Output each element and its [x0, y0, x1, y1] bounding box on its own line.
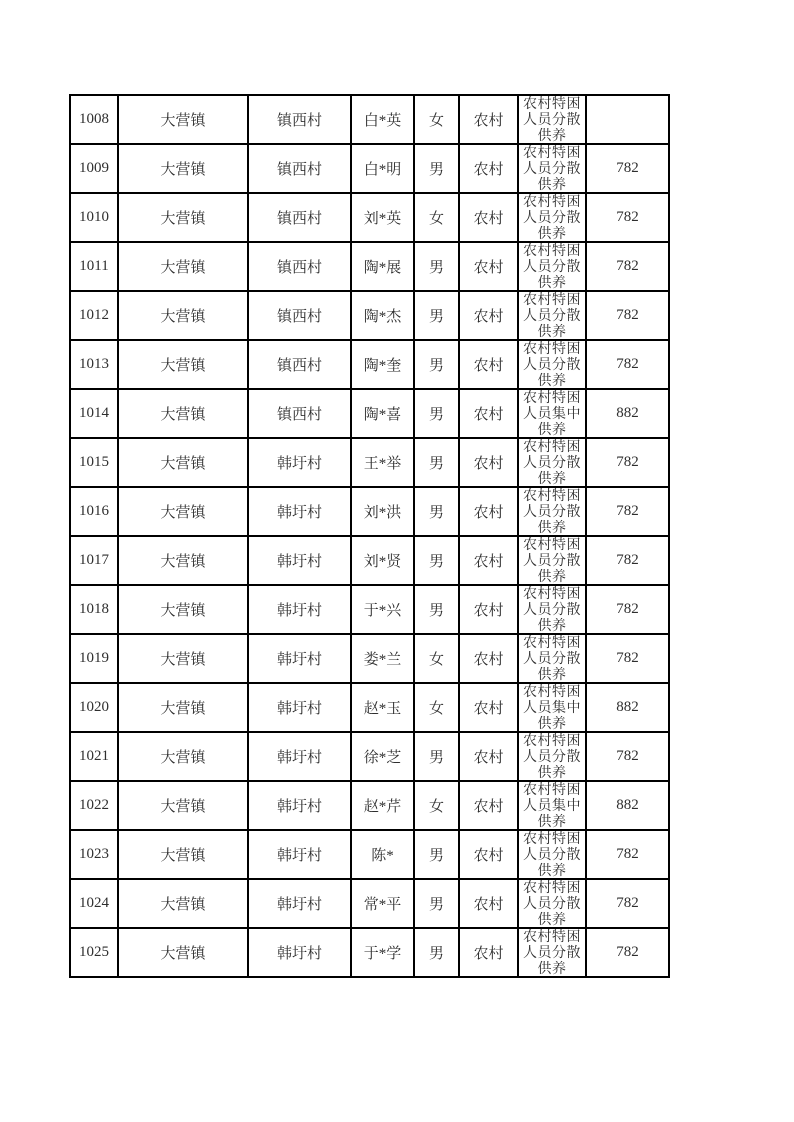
category-text: 农村特困人员分散供养	[523, 489, 581, 534]
category-text: 农村特困人员分散供养	[523, 881, 581, 926]
table-row	[70, 732, 669, 781]
cell-gender: 女	[414, 781, 459, 830]
cell-village: 韩圩村	[248, 781, 351, 830]
cell-id: 1010	[70, 193, 118, 242]
cell-area: 农村	[459, 634, 518, 683]
cell-village: 韩圩村	[248, 732, 351, 781]
cell-id: 1018	[70, 585, 118, 634]
table-row	[70, 536, 669, 585]
cell-name: 白*英	[351, 95, 414, 144]
cell-town: 大营镇	[118, 732, 248, 781]
cell-gender: 男	[414, 438, 459, 487]
cell-category	[518, 781, 586, 830]
cell-village: 镇西村	[248, 95, 351, 144]
cell-town: 大营镇	[118, 634, 248, 683]
category-text: 农村特困人员分散供养	[523, 440, 581, 485]
cell-gender: 男	[414, 291, 459, 340]
cell-name: 徐*芝	[351, 732, 414, 781]
category-text: 农村特困人员集中供养	[523, 685, 581, 730]
cell-gender: 女	[414, 634, 459, 683]
cell-gender: 男	[414, 340, 459, 389]
cell-area: 农村	[459, 928, 518, 977]
cell-id: 1015	[70, 438, 118, 487]
cell-name: 于*兴	[351, 585, 414, 634]
cell-name: 刘*贤	[351, 536, 414, 585]
cell-category	[518, 438, 586, 487]
category-text: 农村特困人员分散供养	[523, 293, 581, 338]
cell-category	[518, 340, 586, 389]
cell-id: 1019	[70, 634, 118, 683]
cell-id: 1016	[70, 487, 118, 536]
cell-id: 1012	[70, 291, 118, 340]
table-row	[70, 487, 669, 536]
category-text: 农村特困人员集中供养	[523, 391, 581, 436]
cell-id: 1025	[70, 928, 118, 977]
cell-area: 农村	[459, 193, 518, 242]
cell-amount: 782	[586, 193, 669, 242]
table-row	[70, 242, 669, 291]
category-text: 农村特困人员分散供养	[523, 342, 581, 387]
cell-gender: 男	[414, 585, 459, 634]
cell-village: 镇西村	[248, 340, 351, 389]
cell-area: 农村	[459, 144, 518, 193]
cell-gender: 女	[414, 683, 459, 732]
cell-id: 1024	[70, 879, 118, 928]
cell-category	[518, 879, 586, 928]
cell-town: 大营镇	[118, 95, 248, 144]
cell-id: 1023	[70, 830, 118, 879]
cell-area: 农村	[459, 487, 518, 536]
cell-amount: 782	[586, 879, 669, 928]
cell-gender: 女	[414, 193, 459, 242]
cell-village: 韩圩村	[248, 438, 351, 487]
cell-amount: 782	[586, 438, 669, 487]
cell-village: 韩圩村	[248, 487, 351, 536]
table-row	[70, 879, 669, 928]
cell-town: 大营镇	[118, 242, 248, 291]
cell-town: 大营镇	[118, 683, 248, 732]
cell-category	[518, 95, 586, 144]
cell-name: 陈*	[351, 830, 414, 879]
cell-id: 1014	[70, 389, 118, 438]
cell-town: 大营镇	[118, 781, 248, 830]
cell-category	[518, 536, 586, 585]
cell-village: 镇西村	[248, 389, 351, 438]
cell-category	[518, 928, 586, 977]
cell-amount: 782	[586, 928, 669, 977]
cell-category	[518, 585, 586, 634]
cell-id: 1021	[70, 732, 118, 781]
cell-gender: 男	[414, 487, 459, 536]
cell-gender: 男	[414, 242, 459, 291]
cell-area: 农村	[459, 291, 518, 340]
table-row	[70, 291, 669, 340]
table-row	[70, 683, 669, 732]
table-row	[70, 781, 669, 830]
cell-category	[518, 242, 586, 291]
table-row	[70, 144, 669, 193]
cell-category	[518, 683, 586, 732]
cell-amount: 882	[586, 781, 669, 830]
cell-amount: 782	[586, 634, 669, 683]
cell-town: 大营镇	[118, 193, 248, 242]
cell-village: 镇西村	[248, 193, 351, 242]
cell-gender: 男	[414, 732, 459, 781]
cell-village: 韩圩村	[248, 928, 351, 977]
cell-village: 韩圩村	[248, 830, 351, 879]
cell-gender: 女	[414, 95, 459, 144]
cell-area: 农村	[459, 340, 518, 389]
table-row	[70, 340, 669, 389]
cell-village: 韩圩村	[248, 879, 351, 928]
cell-name: 刘*英	[351, 193, 414, 242]
cell-town: 大营镇	[118, 536, 248, 585]
cell-amount: 782	[586, 144, 669, 193]
cell-area: 农村	[459, 536, 518, 585]
table-row	[70, 389, 669, 438]
table-row	[70, 830, 669, 879]
table-row	[70, 95, 669, 144]
cell-area: 农村	[459, 732, 518, 781]
cell-gender: 男	[414, 536, 459, 585]
cell-village: 韩圩村	[248, 536, 351, 585]
cell-gender: 男	[414, 879, 459, 928]
table-row	[70, 438, 669, 487]
cell-name: 娄*兰	[351, 634, 414, 683]
cell-name: 刘*洪	[351, 487, 414, 536]
cell-area: 农村	[459, 585, 518, 634]
cell-area: 农村	[459, 830, 518, 879]
cell-amount: 782	[586, 242, 669, 291]
table-row	[70, 585, 669, 634]
cell-area: 农村	[459, 683, 518, 732]
cell-name: 王*举	[351, 438, 414, 487]
category-text: 农村特困人员分散供养	[523, 832, 581, 877]
cell-area: 农村	[459, 438, 518, 487]
cell-name: 赵*芹	[351, 781, 414, 830]
cell-category	[518, 291, 586, 340]
cell-town: 大营镇	[118, 928, 248, 977]
cell-category	[518, 830, 586, 879]
cell-category	[518, 487, 586, 536]
cell-town: 大营镇	[118, 487, 248, 536]
cell-name: 白*明	[351, 144, 414, 193]
category-text: 农村特困人员分散供养	[523, 930, 581, 975]
table-row	[70, 928, 669, 977]
table-body	[70, 95, 669, 977]
cell-town: 大营镇	[118, 144, 248, 193]
cell-gender: 男	[414, 830, 459, 879]
cell-id: 1022	[70, 781, 118, 830]
cell-name: 赵*玉	[351, 683, 414, 732]
cell-amount: 782	[586, 830, 669, 879]
cell-category	[518, 144, 586, 193]
cell-amount	[586, 95, 669, 144]
cell-id: 1009	[70, 144, 118, 193]
cell-amount: 782	[586, 340, 669, 389]
category-text: 农村特困人员集中供养	[523, 783, 581, 828]
cell-town: 大营镇	[118, 340, 248, 389]
benefits-table	[69, 94, 670, 978]
cell-name: 陶*奎	[351, 340, 414, 389]
cell-name: 常*平	[351, 879, 414, 928]
cell-amount: 782	[586, 732, 669, 781]
cell-category	[518, 732, 586, 781]
cell-name: 陶*喜	[351, 389, 414, 438]
cell-category	[518, 193, 586, 242]
cell-village: 韩圩村	[248, 585, 351, 634]
category-text: 农村特困人员分散供养	[523, 734, 581, 779]
table-row	[70, 634, 669, 683]
cell-amount: 882	[586, 683, 669, 732]
cell-id: 1013	[70, 340, 118, 389]
category-text: 农村特困人员分散供养	[523, 244, 581, 289]
cell-amount: 782	[586, 585, 669, 634]
cell-name: 于*学	[351, 928, 414, 977]
cell-category	[518, 634, 586, 683]
cell-id: 1017	[70, 536, 118, 585]
cell-amount: 782	[586, 536, 669, 585]
cell-id: 1020	[70, 683, 118, 732]
cell-name: 陶*杰	[351, 291, 414, 340]
cell-village: 镇西村	[248, 144, 351, 193]
cell-village: 镇西村	[248, 291, 351, 340]
category-text: 农村特困人员分散供养	[523, 146, 581, 191]
cell-gender: 男	[414, 389, 459, 438]
category-text: 农村特困人员分散供养	[523, 636, 581, 681]
cell-area: 农村	[459, 95, 518, 144]
cell-gender: 男	[414, 144, 459, 193]
category-text: 农村特困人员分散供养	[523, 195, 581, 240]
cell-town: 大营镇	[118, 585, 248, 634]
cell-amount: 782	[586, 291, 669, 340]
cell-area: 农村	[459, 389, 518, 438]
cell-name: 陶*展	[351, 242, 414, 291]
cell-area: 农村	[459, 879, 518, 928]
cell-village: 韩圩村	[248, 683, 351, 732]
category-text: 农村特困人员分散供养	[523, 97, 581, 142]
cell-area: 农村	[459, 242, 518, 291]
category-text: 农村特困人员分散供养	[523, 538, 581, 583]
category-text: 农村特困人员分散供养	[523, 587, 581, 632]
cell-town: 大营镇	[118, 389, 248, 438]
cell-town: 大营镇	[118, 879, 248, 928]
cell-gender: 男	[414, 928, 459, 977]
cell-town: 大营镇	[118, 291, 248, 340]
table-row	[70, 193, 669, 242]
cell-amount: 782	[586, 487, 669, 536]
cell-category	[518, 389, 586, 438]
cell-id: 1011	[70, 242, 118, 291]
cell-id: 1008	[70, 95, 118, 144]
cell-village: 镇西村	[248, 242, 351, 291]
cell-area: 农村	[459, 781, 518, 830]
cell-amount: 882	[586, 389, 669, 438]
cell-town: 大营镇	[118, 830, 248, 879]
cell-village: 韩圩村	[248, 634, 351, 683]
cell-town: 大营镇	[118, 438, 248, 487]
